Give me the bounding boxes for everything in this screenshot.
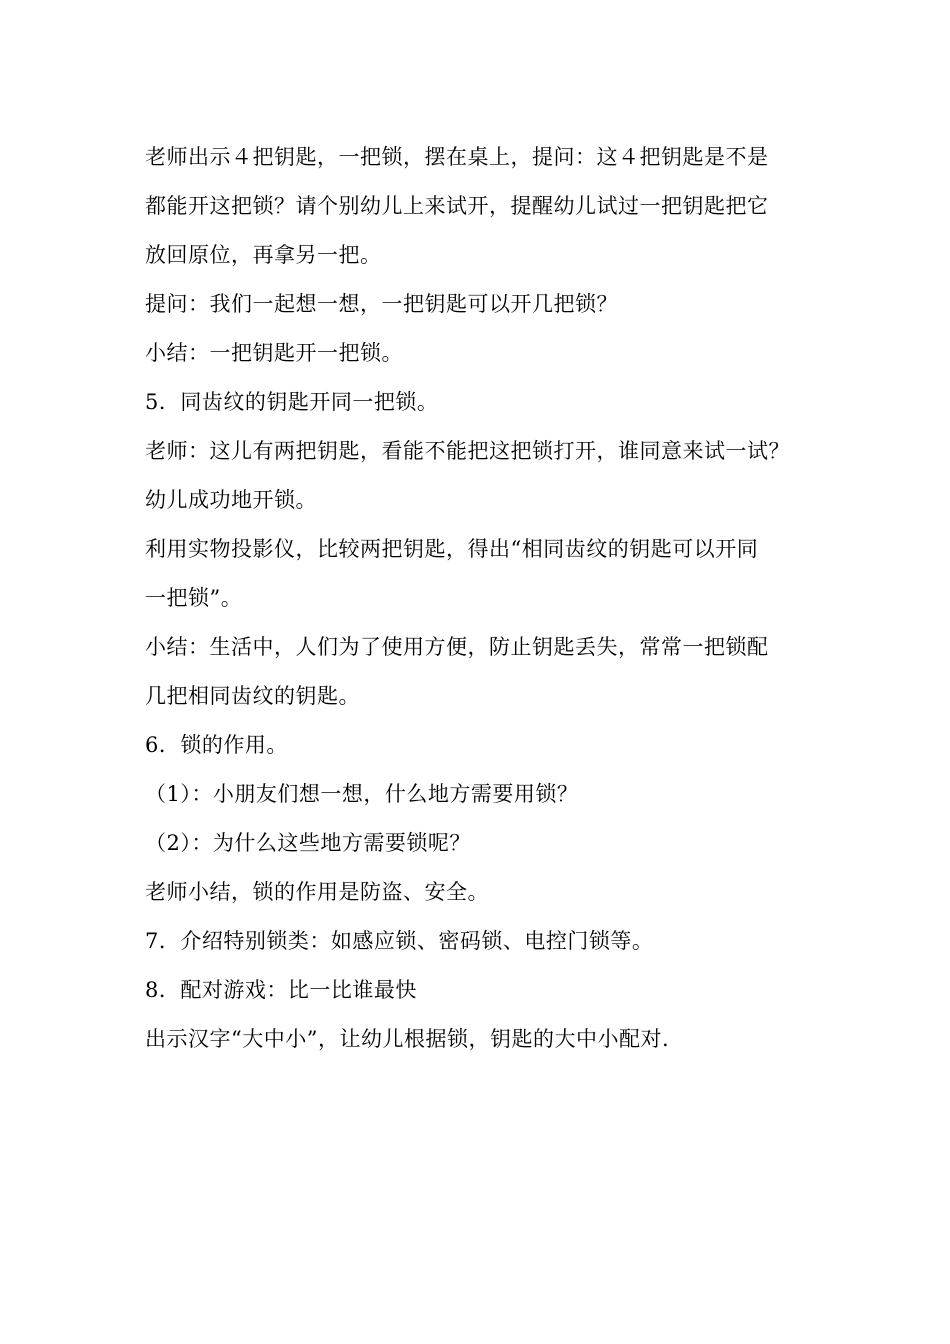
- section-heading: 7．介绍特别锁类：如感应锁、密码锁、电控门锁等。: [145, 929, 654, 953]
- paragraph-line: 小结：一把钥匙开一把锁。: [145, 341, 403, 365]
- section-heading: 6．锁的作用。: [145, 733, 288, 757]
- paragraph-line: 老师小结，锁的作用是防盗、安全。: [145, 880, 489, 904]
- paragraph-line: 都能开这把锁？请个别幼儿上来试开，提醒幼儿试过一把钥匙把它: [145, 194, 769, 218]
- section-heading: 5．同齿纹的钥匙开同一把锁。: [145, 390, 439, 414]
- paragraph-line: 出示汉字“大中小”，让幼儿根据锁，钥匙的大中小配对.: [145, 1027, 670, 1051]
- paragraph-line: 小结：生活中，人们为了使用方便，防止钥匙丢失，常常一把锁配: [145, 635, 769, 659]
- document-body: [145, 133, 825, 1064]
- paragraph-line: 提问：我们一起想一想，一把钥匙可以开几把锁？: [145, 292, 618, 316]
- paragraph-line: 一把锁”。: [145, 586, 243, 610]
- list-item: （2）：为什么这些地方需要锁呢？: [145, 831, 471, 855]
- paragraph-line: 老师出示４把钥匙，一把锁，摆在桌上，提问：这４把钥匙是不是: [145, 145, 769, 169]
- paragraph-line: 幼儿成功地开锁。: [145, 488, 317, 512]
- paragraph-line: 利用实物投影仪，比较两把钥匙，得出“相同齿纹的钥匙可以开同: [145, 537, 759, 561]
- paragraph-line: 老师：这儿有两把钥匙，看能不能把这把锁打开，谁同意来试一试？: [145, 439, 790, 463]
- section-heading: 8．配对游戏：比一比谁最快: [145, 978, 417, 1002]
- paragraph-line: 几把相同齿纹的钥匙。: [145, 684, 360, 708]
- list-item: （1）：小朋友们想一想，什么地方需要用锁？: [145, 782, 579, 806]
- paragraph-line: 放回原位，再拿另一把。: [145, 243, 382, 267]
